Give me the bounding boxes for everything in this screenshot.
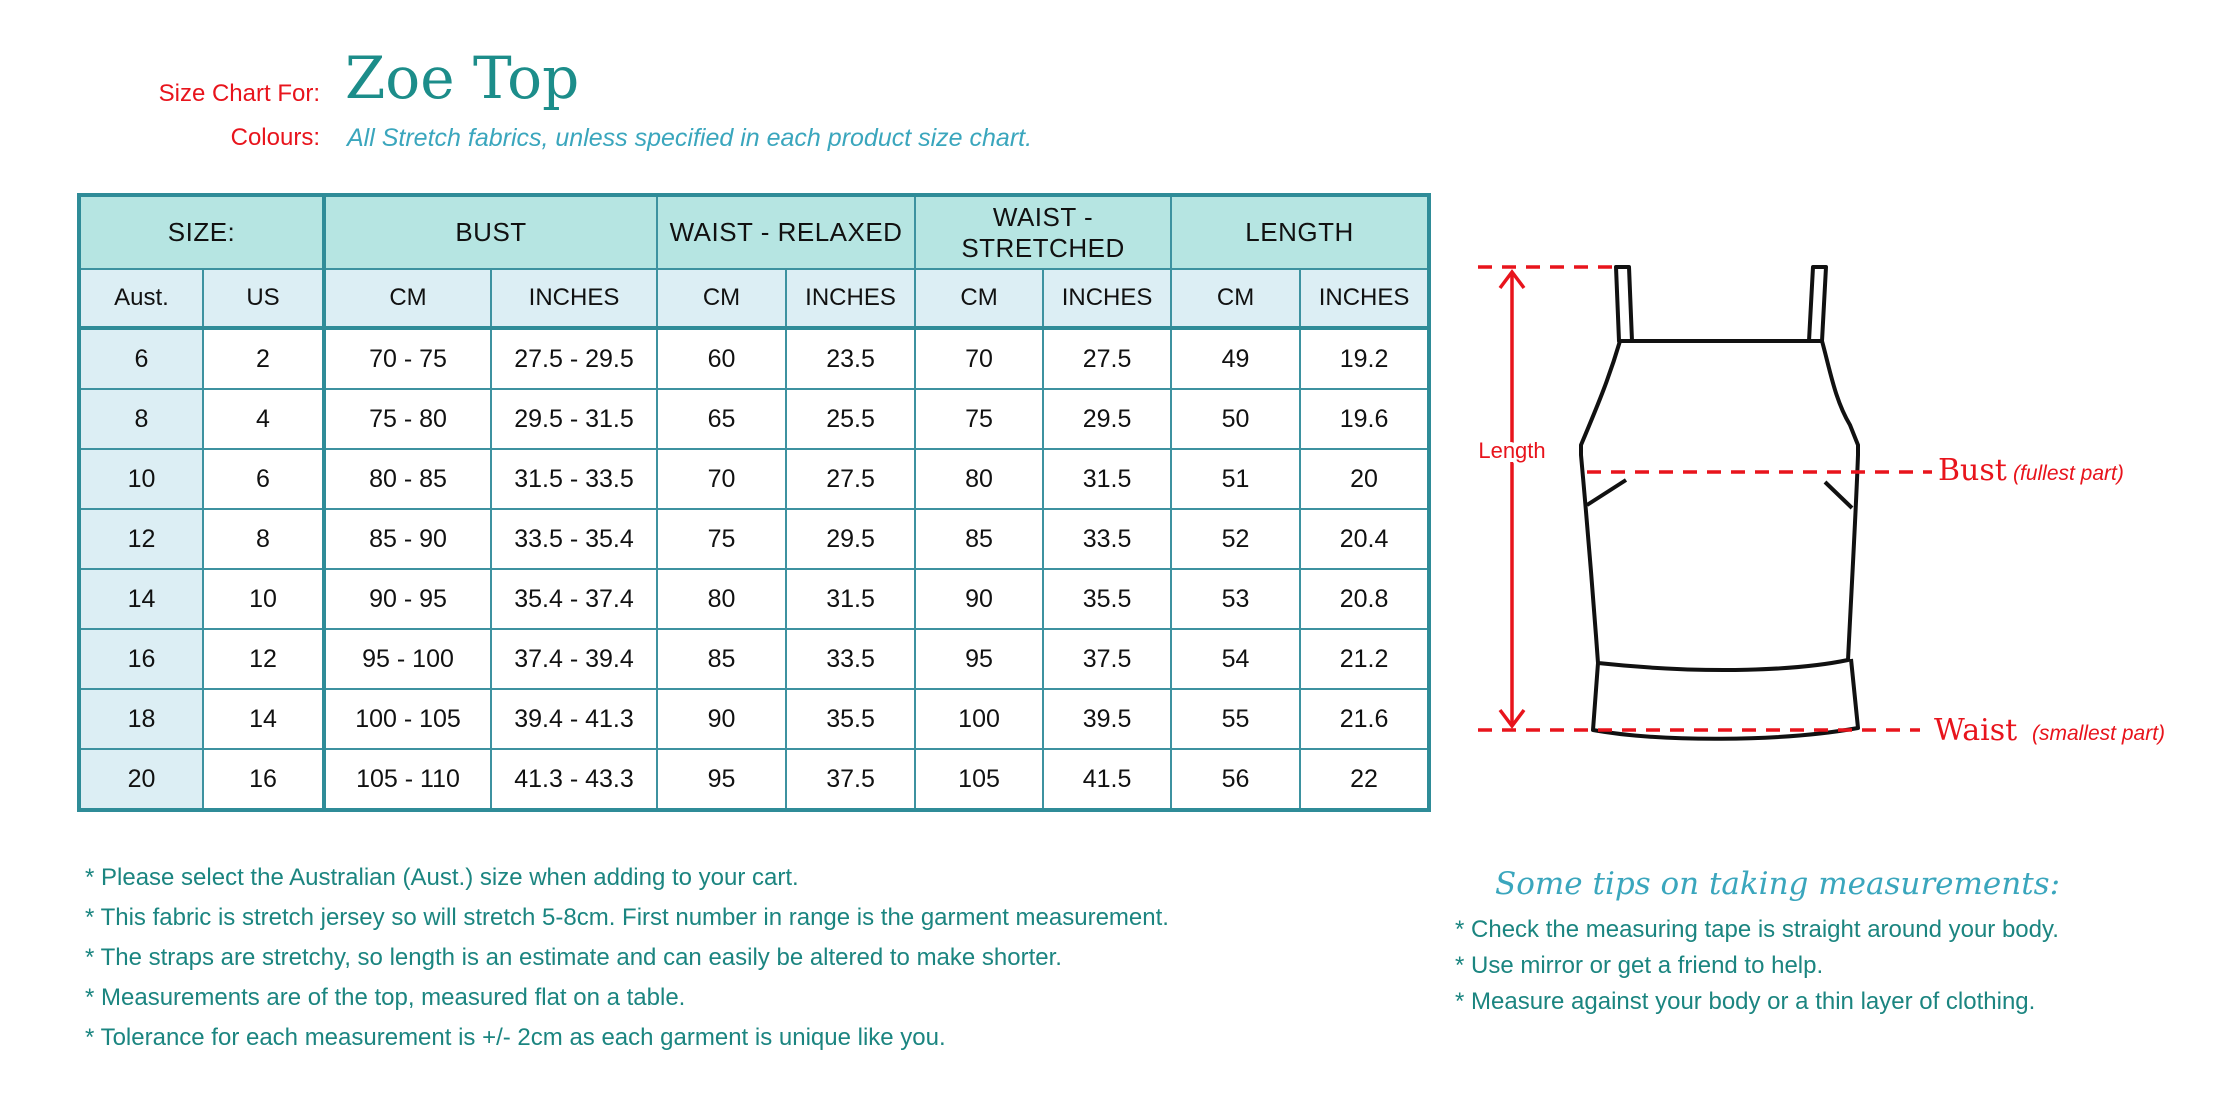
cell-waist-relaxed-cm: 75 <box>657 509 786 569</box>
subheader-bust-inches: INCHES <box>491 269 657 328</box>
cell-us: 8 <box>203 509 324 569</box>
cell-bust-cm: 90 - 95 <box>324 569 491 629</box>
notes-list <box>85 858 1169 1058</box>
cell-length-cm: 49 <box>1171 328 1300 389</box>
garment-diagram-svg <box>1460 250 2200 770</box>
cell-us: 12 <box>203 629 324 689</box>
cell-bust-cm: 70 - 75 <box>324 328 491 389</box>
cell-waist-relaxed-cm: 80 <box>657 569 786 629</box>
cell-waist-stretched-inches: 39.5 <box>1043 689 1171 749</box>
cell-bust-inches: 35.4 - 37.4 <box>491 569 657 629</box>
cell-us: 16 <box>203 749 324 810</box>
group-header-length: LENGTH <box>1171 195 1429 269</box>
cell-waist-stretched-inches: 37.5 <box>1043 629 1171 689</box>
subheader-waist-stretched-inches: INCHES <box>1043 269 1171 328</box>
cell-bust-inches: 27.5 - 29.5 <box>491 328 657 389</box>
subheader-waist-stretched-cm: CM <box>915 269 1043 328</box>
cell-waist-stretched-inches: 27.5 <box>1043 328 1171 389</box>
cell-length-inches: 22 <box>1300 749 1429 810</box>
subheader-length-cm: CM <box>1171 269 1300 328</box>
cell-aust: 18 <box>79 689 203 749</box>
cell-us: 4 <box>203 389 324 449</box>
cell-aust: 8 <box>79 389 203 449</box>
table-row <box>79 629 1429 689</box>
cell-length-inches: 20.4 <box>1300 509 1429 569</box>
table-row <box>79 449 1429 509</box>
cell-waist-stretched-cm: 95 <box>915 629 1043 689</box>
tips-list <box>1455 912 2059 1020</box>
cell-bust-inches: 31.5 - 33.5 <box>491 449 657 509</box>
colours-text: All Stretch fabrics, unless specified in each product size chart. <box>347 124 1033 152</box>
cell-waist-relaxed-cm: 85 <box>657 629 786 689</box>
waist-label: Waist <box>1934 713 2018 748</box>
cell-waist-relaxed-cm: 60 <box>657 328 786 389</box>
cell-waist-relaxed-cm: 90 <box>657 689 786 749</box>
cell-waist-stretched-cm: 75 <box>915 389 1043 449</box>
cell-waist-relaxed-inches: 29.5 <box>786 509 915 569</box>
table-row <box>79 749 1429 810</box>
cell-length-cm: 54 <box>1171 629 1300 689</box>
cell-waist-stretched-cm: 80 <box>915 449 1043 509</box>
cell-waist-stretched-cm: 105 <box>915 749 1043 810</box>
cell-aust: 12 <box>79 509 203 569</box>
cell-us: 2 <box>203 328 324 389</box>
group-header-size: SIZE: <box>79 195 324 269</box>
cell-length-inches: 21.2 <box>1300 629 1429 689</box>
cell-waist-relaxed-cm: 95 <box>657 749 786 810</box>
cell-us: 6 <box>203 449 324 509</box>
cell-length-inches: 19.6 <box>1300 389 1429 449</box>
subheader-waist-relaxed-cm: CM <box>657 269 786 328</box>
bust-label: Bust <box>1938 453 2007 488</box>
length-label: Length <box>1478 438 1546 463</box>
cell-bust-cm: 105 - 110 <box>324 749 491 810</box>
colours-label: Colours: <box>230 124 320 151</box>
note-item: * Tolerance for each measurement is +/- 2cm as each garment is unique like you. <box>85 1024 946 1051</box>
cell-bust-cm: 80 - 85 <box>324 449 491 509</box>
tips-title: Some tips on taking measurements: <box>1495 866 2061 902</box>
table-row <box>79 509 1429 569</box>
cell-length-inches: 21.6 <box>1300 689 1429 749</box>
cell-length-inches: 20 <box>1300 449 1429 509</box>
cell-length-cm: 53 <box>1171 569 1300 629</box>
cell-waist-relaxed-cm: 70 <box>657 449 786 509</box>
waist-note: (smallest part) <box>2032 722 2166 745</box>
group-header-row <box>79 195 1429 269</box>
cell-bust-cm: 100 - 105 <box>324 689 491 749</box>
cell-aust: 16 <box>79 629 203 689</box>
cell-waist-relaxed-inches: 33.5 <box>786 629 915 689</box>
cell-waist-relaxed-inches: 35.5 <box>786 689 915 749</box>
cell-bust-cm: 85 - 90 <box>324 509 491 569</box>
cell-waist-relaxed-inches: 23.5 <box>786 328 915 389</box>
subheader-length-inches: INCHES <box>1300 269 1429 328</box>
cell-bust-inches: 39.4 - 41.3 <box>491 689 657 749</box>
cell-waist-relaxed-inches: 25.5 <box>786 389 915 449</box>
table-row <box>79 328 1429 389</box>
cell-waist-relaxed-inches: 37.5 <box>786 749 915 810</box>
subheader-row <box>79 269 1429 328</box>
cell-length-cm: 51 <box>1171 449 1300 509</box>
cell-length-cm: 56 <box>1171 749 1300 810</box>
cell-waist-stretched-cm: 90 <box>915 569 1043 629</box>
cell-waist-stretched-inches: 31.5 <box>1043 449 1171 509</box>
cell-aust: 14 <box>79 569 203 629</box>
cell-waist-stretched-inches: 29.5 <box>1043 389 1171 449</box>
table-row <box>79 569 1429 629</box>
group-header-waist-relaxed: WAIST - RELAXED <box>657 195 915 269</box>
subheader-aust: Aust. <box>79 269 203 328</box>
cell-waist-stretched-inches: 33.5 <box>1043 509 1171 569</box>
bust-note: (fullest part) <box>2013 462 2124 485</box>
cell-bust-inches: 41.3 - 43.3 <box>491 749 657 810</box>
cell-length-cm: 55 <box>1171 689 1300 749</box>
size-table <box>77 193 1431 812</box>
cell-bust-inches: 33.5 - 35.4 <box>491 509 657 569</box>
cell-aust: 20 <box>79 749 203 810</box>
cell-waist-stretched-cm: 100 <box>915 689 1043 749</box>
cell-length-inches: 20.8 <box>1300 569 1429 629</box>
cell-us: 10 <box>203 569 324 629</box>
cell-bust-cm: 75 - 80 <box>324 389 491 449</box>
cell-bust-inches: 29.5 - 31.5 <box>491 389 657 449</box>
cell-length-cm: 50 <box>1171 389 1300 449</box>
cell-waist-stretched-cm: 70 <box>915 328 1043 389</box>
table-row <box>79 389 1429 449</box>
tip-item: * Check the measuring tape is straight around your body. <box>1455 916 2059 943</box>
subheader-us: US <box>203 269 324 328</box>
note-item: * Measurements are of the top, measured flat on a table. <box>85 984 686 1011</box>
cell-length-inches: 19.2 <box>1300 328 1429 389</box>
tip-item: * Measure against your body or a thin layer of clothing. <box>1455 988 2036 1015</box>
note-item: * The straps are stretchy, so length is an estimate and can easily be altered to make shorter. <box>85 944 1062 971</box>
subheader-waist-relaxed-inches: INCHES <box>786 269 915 328</box>
note-item: * This fabric is stretch jersey so will stretch 5-8cm. First number in range is the garment measurement. <box>85 904 1169 931</box>
cell-aust: 10 <box>79 449 203 509</box>
cell-waist-relaxed-cm: 65 <box>657 389 786 449</box>
cell-waist-stretched-cm: 85 <box>915 509 1043 569</box>
cell-waist-relaxed-inches: 31.5 <box>786 569 915 629</box>
table-row <box>79 689 1429 749</box>
product-title: Zoe Top <box>345 44 580 112</box>
cell-us: 14 <box>203 689 324 749</box>
measure-lines <box>1478 267 1932 730</box>
size-chart-for-label: Size Chart For: <box>158 80 320 107</box>
cell-bust-inches: 37.4 - 39.4 <box>491 629 657 689</box>
subheader-bust-cm: CM <box>324 269 491 328</box>
cell-waist-relaxed-inches: 27.5 <box>786 449 915 509</box>
cell-aust: 6 <box>79 328 203 389</box>
garment-diagram <box>1460 250 2200 775</box>
note-item: * Please select the Australian (Aust.) size when adding to your cart. <box>85 864 799 891</box>
cell-waist-stretched-inches: 41.5 <box>1043 749 1171 810</box>
group-header-bust: BUST <box>324 195 657 269</box>
cell-length-cm: 52 <box>1171 509 1300 569</box>
tank-top-outline <box>1581 267 1858 739</box>
cell-waist-stretched-inches: 35.5 <box>1043 569 1171 629</box>
group-header-waist-stretched: WAIST - STRETCHED <box>915 195 1171 269</box>
tip-item: * Use mirror or get a friend to help. <box>1455 952 1824 979</box>
cell-bust-cm: 95 - 100 <box>324 629 491 689</box>
